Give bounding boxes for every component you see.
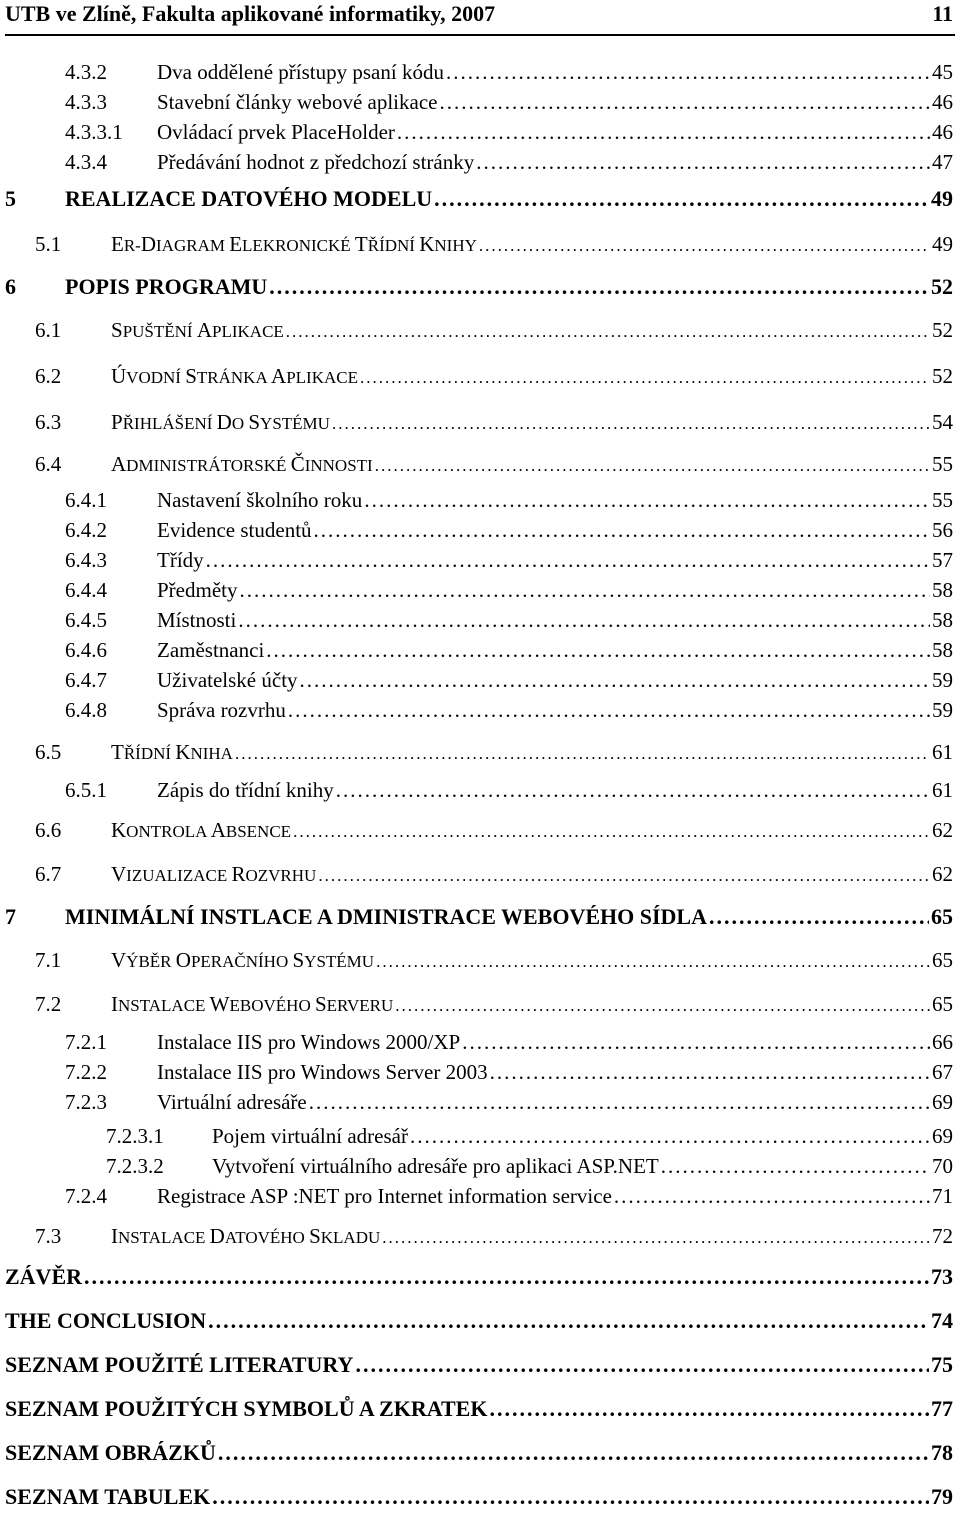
- toc-dot-leader: [286, 322, 930, 342]
- toc-dot-leader: [375, 456, 930, 476]
- toc-entry-page: 65: [932, 992, 953, 1016]
- toc-dot-leader: [395, 996, 930, 1016]
- toc-entry: [35, 232, 953, 257]
- toc-entry-page: 56: [932, 518, 953, 542]
- toc-entry-title: Místnosti: [157, 608, 237, 632]
- toc-dot-leader: [709, 904, 929, 930]
- toc-entry: [5, 274, 953, 300]
- toc-entry-title: INSTALACE DATOVÉHO SKLADU: [111, 1224, 381, 1248]
- toc-dot-leader: [336, 778, 930, 803]
- toc-entry: [35, 862, 953, 887]
- toc-entry-number: 6: [5, 274, 16, 299]
- toc-entry-page: 69: [932, 1090, 953, 1114]
- toc-entry-number: 6.4.7: [65, 668, 107, 692]
- toc-entry-page: 65: [932, 948, 953, 972]
- toc-entry-page: 77: [931, 1396, 953, 1421]
- toc-entry: [5, 1308, 953, 1334]
- toc-entry-title: Správa rozvrhu: [157, 698, 286, 722]
- toc-dot-leader: [206, 548, 930, 573]
- toc-entry-page: 66: [932, 1030, 953, 1054]
- toc-entry-number: 6.4.3: [65, 548, 107, 572]
- toc-entry-number: 4.3.3.1: [65, 120, 123, 144]
- toc-entry-number: 4.3.3: [65, 90, 107, 114]
- toc-entry: [65, 488, 953, 513]
- toc-entry: [65, 578, 953, 603]
- toc-entry-title: Předávání hodnot z předchozí stránky: [157, 150, 475, 174]
- toc-entry: [65, 1090, 953, 1115]
- toc-entry: [35, 410, 953, 435]
- toc-entry-title: MINIMÁLNÍ INSTLACE A DMINISTRACE WEBOVÉHO SÍDLA: [65, 904, 707, 929]
- toc-entry-number: 4.3.4: [65, 150, 107, 174]
- toc-entry: [65, 698, 953, 723]
- toc-entry-title: Uživatelské účty: [157, 668, 298, 692]
- toc-entry-page: 49: [932, 232, 953, 256]
- toc-entry-number: 4.3.2: [65, 60, 107, 84]
- toc-entry: [35, 452, 953, 477]
- toc-entry-page: 45: [932, 60, 953, 84]
- toc-entry-number: 6.5: [35, 740, 62, 764]
- toc-entry-title: VÝBĚR OPERAČNÍHO SYSTÉMU: [111, 948, 375, 972]
- toc-entry: [65, 1030, 953, 1055]
- toc-entry-number: 6.4.2: [65, 518, 107, 542]
- toc-entry-number: 6.2: [35, 364, 62, 388]
- toc-dot-leader: [661, 1154, 930, 1179]
- toc-entry-page: 52: [932, 364, 953, 388]
- toc-entry-title: Dva oddělené přístupy psaní kódu: [157, 60, 444, 84]
- toc-dot-leader: [300, 668, 930, 693]
- toc-entry-title: REALIZACE DATOVÉHO MODELU: [65, 186, 433, 211]
- toc-entry: [65, 120, 953, 145]
- toc-entry-number: 6.4.6: [65, 638, 107, 662]
- toc-dot-leader: [397, 120, 930, 145]
- toc-entry-page: 62: [932, 818, 953, 842]
- toc-entry-page: 67: [932, 1060, 953, 1084]
- toc-entry-number: 6.4: [35, 452, 62, 476]
- toc-entry-title: INSTALACE WEBOVÉHO SERVERU: [111, 992, 394, 1016]
- toc-entry-page: 73: [931, 1264, 953, 1289]
- toc-entry: [106, 1124, 953, 1149]
- header-title: UTB ve Zlíně, Fakulta aplikované informatiky, 2007: [5, 1, 496, 26]
- toc-dot-leader: [318, 866, 930, 886]
- toc-dot-leader: [208, 1308, 929, 1334]
- toc-entry-page: 57: [932, 548, 953, 572]
- toc-entry: [35, 992, 953, 1017]
- toc-entry-page: 79: [931, 1484, 953, 1509]
- toc-entry-number: 6.4.5: [65, 608, 107, 632]
- toc-entry-title: ER-DIAGRAM ELEKRONICKÉ TŘÍDNÍ KNIHY: [111, 232, 477, 256]
- toc-entry-title: Nastavení školního roku: [157, 488, 363, 512]
- toc-dot-leader: [376, 952, 930, 972]
- toc-entry: [35, 1224, 953, 1249]
- toc-entry-title: PŘIHLÁŠENÍ DO SYSTÉMU: [111, 410, 330, 434]
- toc-entry-title: KONTROLA ABSENCE: [111, 818, 292, 842]
- toc-entry-title: Ovládací prvek PlaceHolder: [157, 120, 395, 144]
- toc-entry-page: 65: [931, 904, 953, 929]
- toc-entry-number: 6.1: [35, 318, 62, 342]
- toc-dot-leader: [476, 150, 930, 175]
- toc-entry-page: 52: [932, 318, 953, 342]
- toc-entry: [65, 60, 953, 85]
- toc-entry-number: 7.1: [35, 948, 62, 972]
- toc-entry-page: 55: [932, 488, 953, 512]
- toc-entry: [65, 548, 953, 573]
- toc-dot-leader: [212, 1484, 929, 1510]
- toc-entry-page: 55: [932, 452, 953, 476]
- toc-entry-page: 69: [932, 1124, 953, 1148]
- toc-entry-number: 6.4.1: [65, 488, 107, 512]
- toc-entry-title: Zaměstnanci: [157, 638, 265, 662]
- toc-entry-number: 7.2.2: [65, 1060, 107, 1084]
- toc-entry-title: VIZUALIZACE ROZVRHU: [111, 862, 317, 886]
- toc-dot-leader: [266, 638, 930, 663]
- toc-entry-page: 61: [932, 778, 953, 802]
- toc-entry-title: SPUŠTĚNÍ APLIKACE: [111, 318, 284, 342]
- toc-entry-page: 58: [932, 638, 953, 662]
- toc-entry-page: 72: [932, 1224, 953, 1248]
- toc-entry-number: 7.2.4: [65, 1184, 107, 1208]
- toc-entry-number: 6.7: [35, 862, 62, 886]
- toc-entry: [65, 150, 953, 175]
- toc-entry-number: 7.2.1: [65, 1030, 107, 1054]
- toc-entry: [5, 1264, 953, 1290]
- toc-entry-title: POPIS PROGRAMU: [65, 274, 268, 299]
- toc-dot-leader: [360, 368, 930, 388]
- toc-entry-title: ÚVODNÍ STRÁNKA APLIKACE: [111, 364, 358, 388]
- toc-entry: [65, 1060, 953, 1085]
- toc-entry-page: 54: [932, 410, 953, 434]
- toc-entry-page: 58: [932, 608, 953, 632]
- toc-dot-leader: [439, 90, 930, 115]
- toc-dot-leader: [479, 236, 930, 256]
- toc-entry-page: 52: [931, 274, 953, 299]
- toc-entry: [35, 818, 953, 843]
- toc-dot-leader: [314, 518, 930, 543]
- toc-entry-title: Stavební články webové aplikace: [157, 90, 438, 114]
- toc-dot-leader: [446, 60, 930, 85]
- toc-entry-page: 62: [932, 862, 953, 886]
- toc-entry-page: 61: [932, 740, 953, 764]
- toc-entry-number: 6.3: [35, 410, 62, 434]
- toc-dot-leader: [288, 698, 930, 723]
- toc-entry-number: 7.2.3.2: [106, 1154, 164, 1178]
- toc-entry: [65, 668, 953, 693]
- toc-entry-title: TŘÍDNÍ KNIHA: [111, 740, 233, 764]
- toc-entry-title: Pojem virtuální adresář: [212, 1124, 408, 1148]
- toc-entry-number: 5.1: [35, 232, 62, 256]
- toc-entry-number: 6.4.4: [65, 578, 107, 602]
- toc-dot-leader: [355, 1352, 929, 1378]
- toc-entry: [35, 364, 953, 389]
- toc-entry-page: 46: [932, 90, 953, 114]
- toc-entry: [35, 740, 953, 765]
- toc-entry: [65, 518, 953, 543]
- toc-dot-leader: [382, 1228, 930, 1248]
- header-page-number: 11: [932, 1, 953, 26]
- toc-entry-title: Evidence studentů: [157, 518, 312, 542]
- toc-dot-leader: [84, 1264, 929, 1290]
- toc-entry: [65, 638, 953, 663]
- toc-entry-title: ADMINISTRÁTORSKÉ ČINNOSTI: [111, 452, 373, 476]
- toc-entry: [5, 1440, 953, 1466]
- toc-dot-leader: [238, 608, 930, 633]
- toc-dot-leader: [239, 578, 930, 603]
- toc-dot-leader: [269, 274, 929, 300]
- toc-entry-page: 59: [932, 668, 953, 692]
- toc-entry: [5, 1484, 953, 1510]
- toc-entry-page: 74: [931, 1308, 953, 1333]
- toc-entry-title: SEZNAM POUŽITÝCH SYMBOLŮ A ZKRATEK: [5, 1396, 488, 1421]
- toc-entry-title: Zápis do třídní knihy: [157, 778, 334, 802]
- toc-dot-leader: [293, 822, 930, 842]
- toc-entry-number: 7: [5, 904, 16, 929]
- toc-entry-title: Instalace IIS pro Windows Server 2003: [157, 1060, 488, 1084]
- toc-entry-page: 58: [932, 578, 953, 602]
- toc-entry: [106, 1154, 953, 1179]
- toc-dot-leader: [434, 186, 929, 212]
- toc-entry-page: 71: [932, 1184, 953, 1208]
- toc-entry: [35, 318, 953, 343]
- toc-dot-leader: [364, 488, 930, 513]
- toc-entry-number: 7.2.3: [65, 1090, 107, 1114]
- toc-entry: [65, 90, 953, 115]
- toc-entry-title: Předměty: [157, 578, 238, 602]
- toc-entry-page: 47: [932, 150, 953, 174]
- toc-entry-title: Vytvoření virtuálního adresáře pro aplikaci ASP.NET: [212, 1154, 659, 1178]
- toc-entry: [65, 778, 953, 803]
- toc-dot-leader: [462, 1030, 930, 1055]
- toc-entry: [5, 1396, 953, 1422]
- toc-entry-number: 6.5.1: [65, 778, 107, 802]
- toc-dot-leader: [490, 1060, 930, 1085]
- toc-entry: [5, 904, 953, 930]
- toc-entry-title: Virtuální adresáře: [157, 1090, 307, 1114]
- toc-dot-leader: [235, 744, 930, 764]
- toc-entry-title: SEZNAM POUŽITÉ LITERATURY: [5, 1352, 354, 1377]
- toc-entry-title: SEZNAM TABULEK: [5, 1484, 211, 1509]
- toc-dot-leader: [309, 1090, 930, 1115]
- toc-entry-page: 78: [931, 1440, 953, 1465]
- toc-entry-page: 49: [931, 186, 953, 211]
- toc-entry-title: ZÁVĚR: [5, 1264, 83, 1289]
- toc-entry-number: 6.6: [35, 818, 62, 842]
- toc-entry-number: 7.2: [35, 992, 62, 1016]
- toc-entry: [5, 186, 953, 212]
- toc-dot-leader: [614, 1184, 930, 1209]
- toc-entry: [65, 608, 953, 633]
- toc-entry-title: Třídy: [157, 548, 204, 572]
- toc-entry-number: 5: [5, 186, 16, 211]
- toc-entry-page: 75: [931, 1352, 953, 1377]
- toc-entry-number: 7.2.3.1: [106, 1124, 164, 1148]
- toc-dot-leader: [218, 1440, 929, 1466]
- toc-entry: [5, 1352, 953, 1378]
- toc-entry-title: Registrace ASP :NET pro Internet information service: [157, 1184, 612, 1208]
- toc-entry-title: Instalace IIS pro Windows 2000/XP: [157, 1030, 461, 1054]
- toc-entry-number: 6.4.8: [65, 698, 107, 722]
- toc-dot-leader: [332, 414, 930, 434]
- toc-entry: [35, 948, 953, 973]
- toc-entry: [65, 1184, 953, 1209]
- toc-entry-title: SEZNAM OBRÁZKŮ: [5, 1440, 216, 1465]
- toc-entry-title: THE CONCLUSION: [5, 1308, 207, 1333]
- toc-dot-leader: [410, 1124, 930, 1149]
- toc-dot-leader: [489, 1396, 929, 1422]
- toc-entry-page: 70: [932, 1154, 953, 1178]
- toc-entry-page: 59: [932, 698, 953, 722]
- toc-entry-number: 7.3: [35, 1224, 62, 1248]
- toc-entry-page: 46: [932, 120, 953, 144]
